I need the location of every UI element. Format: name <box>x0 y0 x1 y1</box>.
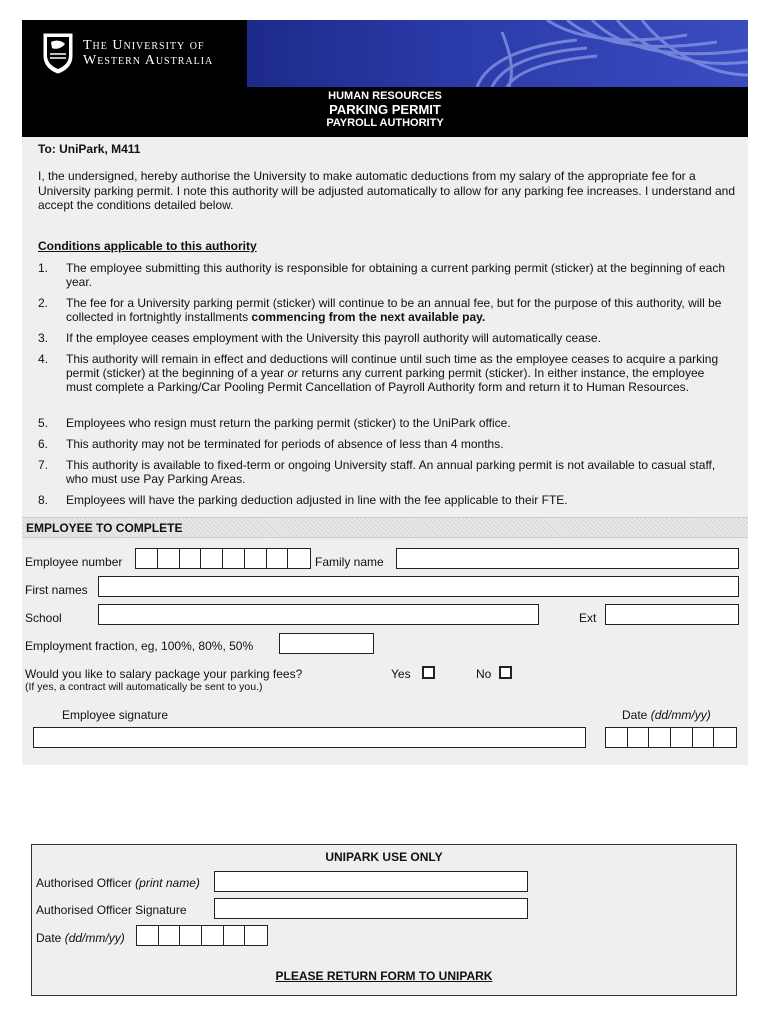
banner-wave-graphic <box>247 20 748 87</box>
condition-number: 4. <box>38 352 49 366</box>
condition-number: 6. <box>38 437 49 451</box>
condition-text: This authority may not be terminated for periods of absence of less than 4 months. <box>66 437 504 451</box>
university-name-line1: The University of <box>83 38 205 53</box>
condition-item <box>38 261 728 289</box>
employee-section-header <box>22 517 748 538</box>
condition-text-bold: commencing from the next available pay. <box>251 310 486 324</box>
university-name <box>83 38 213 68</box>
form-title: PARKING PERMIT <box>329 102 441 117</box>
conditions-heading: Conditions applicable to this authority <box>38 239 257 253</box>
print-name-hint: (print name) <box>135 876 200 890</box>
condition-item <box>38 416 728 430</box>
ext-label: Ext <box>579 611 597 625</box>
employee-signature-field[interactable] <box>33 727 586 748</box>
authorised-officer-name-field[interactable] <box>214 871 528 892</box>
condition-item <box>38 296 728 324</box>
university-banner <box>22 20 748 87</box>
unipark-date-field[interactable] <box>136 925 268 946</box>
yes-checkbox[interactable] <box>422 666 435 679</box>
school-label: School <box>25 611 62 625</box>
form-body <box>22 137 748 765</box>
condition-number: 2. <box>38 296 49 310</box>
condition-text: The employee submitting this authority is responsible for obtaining a current parking permit (sticker) at the beginning of each year. <box>66 261 726 289</box>
date-format-hint: (dd/mm/yy) <box>650 708 711 722</box>
form-subtitle: PAYROLL AUTHORITY <box>326 117 444 129</box>
authorisation-statement: I, the undersigned, hereby authorise the University to make automatic deductions from my salary of the appropriate fee for a University parking permit. I note this authority will be adjusted automatically to allow for any parking fee increases. I understand and accept the conditions detailed below. <box>38 169 736 212</box>
family-name-field[interactable] <box>396 548 739 569</box>
date-label-text: Date <box>622 708 648 722</box>
condition-number: 5. <box>38 416 49 430</box>
employee-number-label: Employee number <box>25 555 123 569</box>
addressee: To: UniPark, M411 <box>38 142 141 156</box>
salary-package-note: (If yes, a contract will automatically be sent to you.) <box>25 681 263 693</box>
yes-label: Yes <box>391 667 411 681</box>
unipark-date-label <box>36 931 125 946</box>
first-names-label: First names <box>25 583 88 597</box>
salary-package-question: Would you like to salary package your parking fees? <box>25 667 303 681</box>
employee-number-field[interactable] <box>135 548 311 569</box>
authorised-officer-text: Authorised Officer <box>36 876 132 890</box>
employee-section-title: EMPLOYEE TO COMPLETE <box>26 521 183 535</box>
condition-number: 1. <box>38 261 49 275</box>
condition-item <box>38 331 728 345</box>
unipark-title: UNIPARK USE ONLY <box>325 850 443 864</box>
first-names-field[interactable] <box>98 576 739 597</box>
family-name-label: Family name <box>315 555 384 569</box>
form-title-bar <box>22 87 748 137</box>
condition-text: returns any current parking permit (sticker). In either instance, the employee must complete a Parking/Car Pooling Permit Cancellation of Payroll Authority form and return it to Human Resources. <box>66 366 705 394</box>
return-instruction: PLEASE RETURN FORM TO UNIPARK <box>275 969 493 983</box>
ext-field[interactable] <box>605 604 739 625</box>
employee-date-label <box>622 708 711 723</box>
school-field[interactable] <box>98 604 539 625</box>
condition-text: Employees will have the parking deduction adjusted in line with the fee applicable to their FTE. <box>66 493 568 507</box>
date-format-hint: (dd/mm/yy) <box>64 931 125 945</box>
condition-number: 8. <box>38 493 49 507</box>
employment-fraction-field[interactable] <box>279 633 374 654</box>
date-label-text: Date <box>36 931 62 945</box>
authorised-officer-signature-field[interactable] <box>214 898 528 919</box>
condition-text: Employees who resign must return the parking permit (sticker) to the UniPark office. <box>66 416 511 430</box>
condition-number: 3. <box>38 331 49 345</box>
condition-text: This authority will remain in effect and deductions will continue until such time as the employee ceases to acquire a parking permit (sticker) at the beginning of a year <box>66 352 719 380</box>
condition-number: 7. <box>38 458 49 472</box>
no-label: No <box>476 667 492 681</box>
employment-fraction-label: Employment fraction, eg, 100%, 80%, 50% <box>25 639 254 653</box>
employee-signature-label: Employee signature <box>62 708 169 722</box>
employee-date-field[interactable] <box>605 727 737 748</box>
authorised-officer-label <box>36 876 200 891</box>
condition-item <box>38 493 728 507</box>
condition-text-italic: or <box>287 366 299 380</box>
condition-item <box>38 437 728 451</box>
unipark-use-only-box <box>31 844 737 996</box>
no-checkbox[interactable] <box>499 666 512 679</box>
condition-text: If the employee ceases employment with the University this payroll authority will automatically cease. <box>66 331 601 345</box>
university-name-line2: Western Australia <box>83 53 214 68</box>
department-title: HUMAN RESOURCES <box>328 90 442 102</box>
condition-item <box>38 458 728 486</box>
university-crest-icon <box>42 32 74 74</box>
condition-text: This authority is available to fixed-term or ongoing University staff. An annual parking permit is not available to casual staff, who must use Pay Parking Areas. <box>66 458 716 486</box>
condition-item <box>38 352 728 394</box>
condition-text: The fee for a University parking permit (sticker) will continue to be an annual fee, but for the purpose of this authority, will be collected in fortnightly installments <box>66 296 722 324</box>
authorised-officer-signature-label: Authorised Officer Signature <box>36 903 187 917</box>
